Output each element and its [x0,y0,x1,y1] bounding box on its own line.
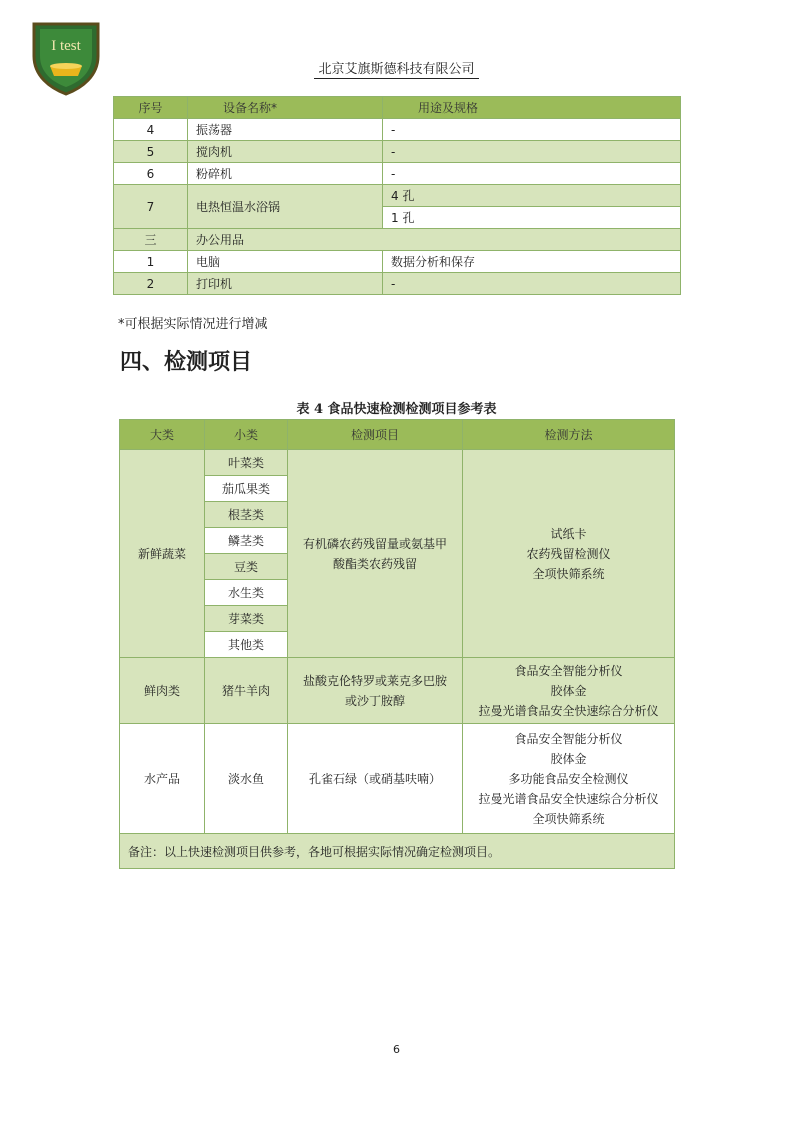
method-cell [463,724,675,834]
method-cell [463,450,675,658]
subcategory-cell: 猪牛羊肉 [205,658,288,724]
row-name: 打印机 [188,273,383,295]
table-row [114,185,681,207]
row-use: - [383,273,681,295]
item-line: 或沙丁胺醇 [344,693,405,708]
row-no: 7 [114,185,188,229]
row-use: 1 孔 [383,207,681,229]
row-name: 搅肉机 [188,141,383,163]
col-header-category: 大类 [120,420,205,450]
table-row [114,273,681,295]
col-header-method: 检测方法 [463,420,675,450]
company-header [0,58,793,77]
equipment-table [113,96,681,295]
table-row [120,658,675,724]
row-name: 粉碎机 [188,163,383,185]
item-line: 酸酯类农药残留 [332,556,417,571]
logo-text: I test [51,38,81,54]
subcategory-cell: 豆类 [205,554,288,580]
row-no: 1 [114,251,188,273]
item-cell [288,658,463,724]
table-row [120,450,675,476]
table-row [114,251,681,273]
page-number: 6 [393,1043,400,1056]
subcategory-cell: 淡水鱼 [205,724,288,834]
method-line: 多功能食品安全检测仪 [508,771,629,786]
row-use: - [383,141,681,163]
row-use: 数据分析和保存 [383,251,681,273]
subcategory-cell: 芽菜类 [205,606,288,632]
col-header-name: 设备名称* [188,97,383,119]
category-cell: 水产品 [120,724,205,834]
col-header-no: 序号 [114,97,188,119]
col-header-subcategory: 小类 [205,420,288,450]
method-line: 拉曼光谱食品安全快速综合分析仪 [478,703,659,718]
row-use: - [383,119,681,141]
category-cell: 鲜肉类 [120,658,205,724]
subcategory-cell: 鳞茎类 [205,528,288,554]
table-row [114,229,681,251]
subcategory-cell: 叶菜类 [205,450,288,476]
table-header-row [114,97,681,119]
table-header-row [120,420,675,450]
method-line: 全项快筛系统 [532,566,605,581]
method-line: 胶体金 [550,683,587,698]
row-name: 振荡器 [188,119,383,141]
method-line: 农药残留检测仪 [526,546,611,561]
table-row [114,141,681,163]
row-name: 电脑 [188,251,383,273]
table-row [114,119,681,141]
row-no: 三 [114,229,188,251]
item-line: 有机磷农药残留量或氨基甲 [302,536,447,551]
col-header-item: 检测项目 [288,420,463,450]
method-cell [463,658,675,724]
table-row [114,163,681,185]
row-no: 5 [114,141,188,163]
table-footnote: 备注：以上快速检测项目供参考，各地可根据实际情况确定检测项目。 [120,834,675,869]
category-cell: 新鲜蔬菜 [120,450,205,658]
method-line: 食品安全智能分析仪 [514,731,623,746]
subcategory-cell: 水生类 [205,580,288,606]
method-line: 试纸卡 [550,526,587,541]
row-no: 6 [114,163,188,185]
table-row [120,834,675,869]
row-name: 办公用品 [188,229,681,251]
detection-items-table [119,419,675,869]
col-header-use: 用途及规格 [383,97,681,119]
method-line: 全项快筛系统 [532,811,605,826]
subcategory-cell: 根茎类 [205,502,288,528]
table-caption: 表 4 食品快速检测检测项目参考表 [296,402,497,417]
company-name: 北京艾旗斯德科技有限公司 [314,62,478,79]
method-line: 食品安全智能分析仪 [514,663,623,678]
method-line: 胶体金 [550,751,587,766]
row-use: - [383,163,681,185]
table-note: *可根据实际情况进行增减 [118,317,268,332]
row-no: 2 [114,273,188,295]
subcategory-cell: 茄瓜果类 [205,476,288,502]
subcategory-cell: 其他类 [205,632,288,658]
section-heading: 四、检测项目 [120,349,253,375]
row-no: 4 [114,119,188,141]
item-cell [288,450,463,658]
row-use: 4 孔 [383,185,681,207]
method-line: 拉曼光谱食品安全快速综合分析仪 [478,791,659,806]
table-row [120,724,675,834]
item-line: 盐酸克伦特罗或莱克多巴胺 [302,673,447,688]
item-cell: 孔雀石绿（或硝基呋喃） [288,724,463,834]
row-name: 电热恒温水浴锅 [188,185,383,229]
